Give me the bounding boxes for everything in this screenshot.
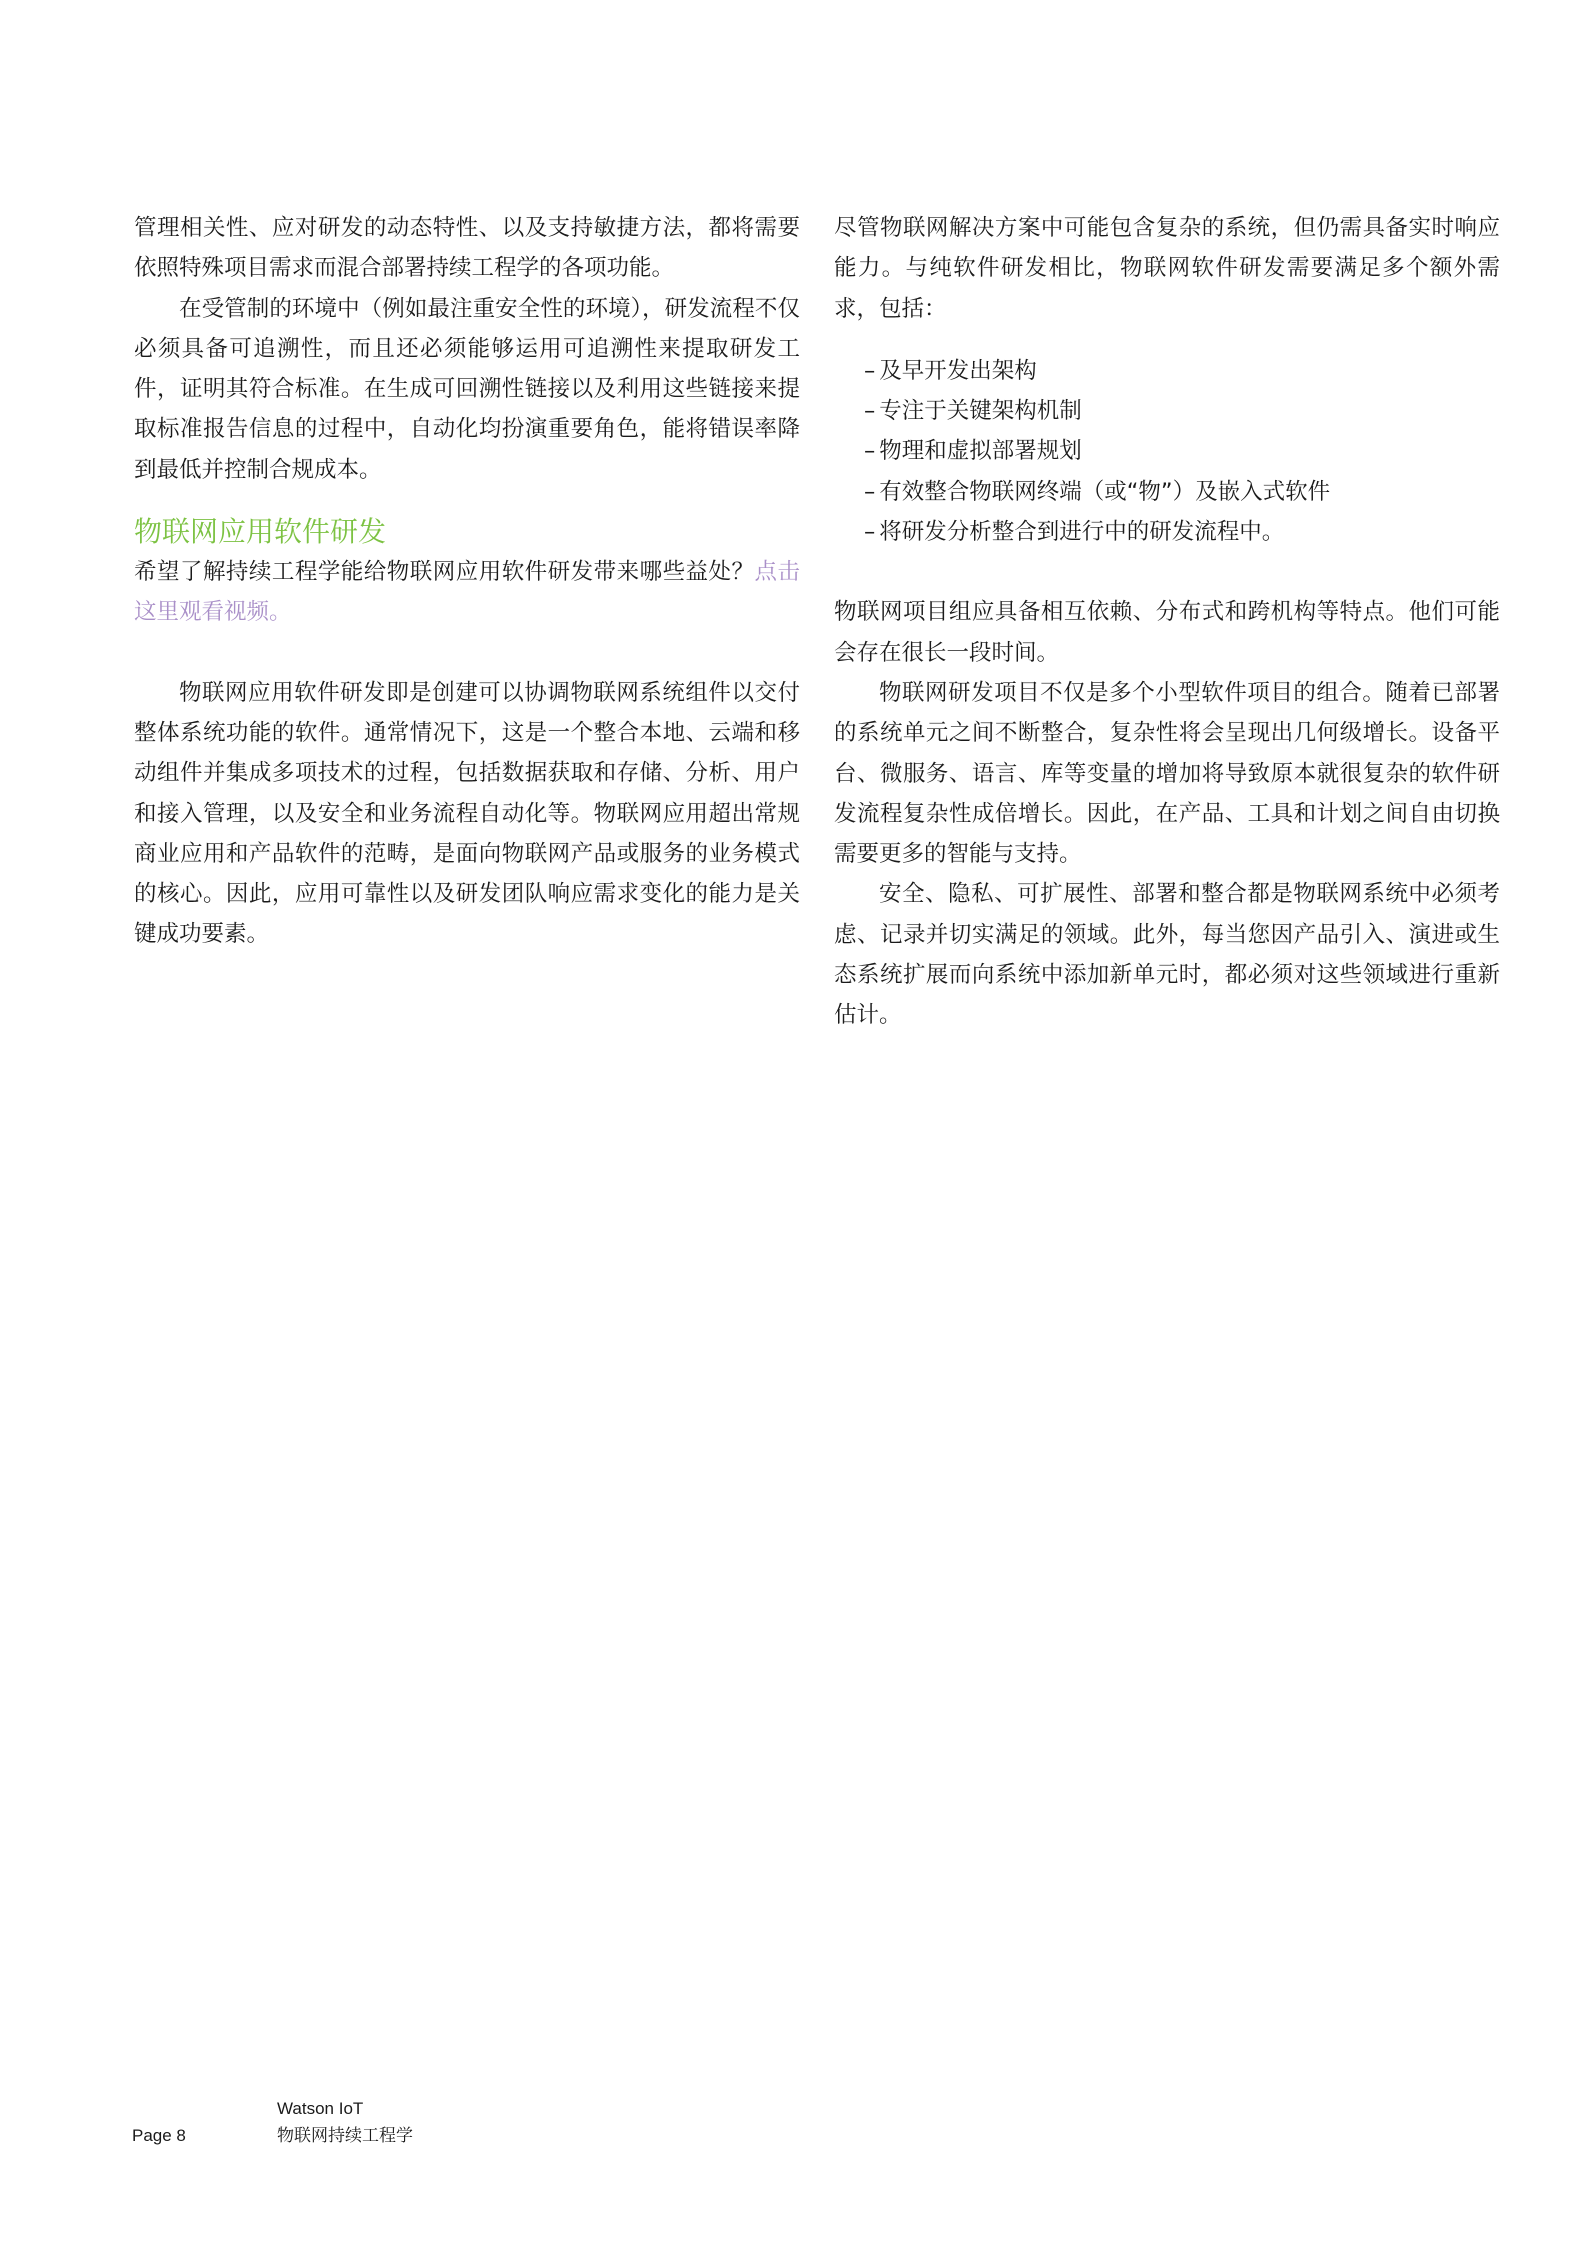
requirements-list (834, 351, 1500, 552)
list-item (864, 391, 1500, 431)
list-item-text: 及早开发出架构 (879, 357, 1037, 384)
paragraph-with-link (134, 552, 800, 633)
list-item-text: 物理和虚拟部署规划 (879, 438, 1082, 465)
list-item (864, 431, 1500, 471)
list-item-text: 有效整合物联网终端（或“物”）及嵌入式软件 (879, 478, 1331, 505)
paragraph: 物联网项目组应具备相互依赖、分布式和跨机构等特点。他们可能会存在很长一段时间。 (834, 599, 1500, 666)
list-item-text: 专注于关键架构机制 (879, 398, 1082, 425)
watch-video-link[interactable]: 点击这里观看视频。 (134, 559, 800, 626)
paragraph: 在受管制的环境中（例如最注重安全性的环境），研发流程不仅必须具备可追溯性，而且还必须能够运用可追溯性来提取研发工件，证明其符合标准。在生成可回溯性链接以及利用这些链接来提取标准报告信息的过程中，自动化均扮演重要角色，能将错误率降到最低并控制合规成本。 (134, 295, 800, 483)
list-item (864, 472, 1500, 512)
dash-bullet: – (864, 357, 876, 384)
paragraph: 物联网研发项目不仅是多个小型软件项目的组合。随着已部署的系统单元之间不断整合，复杂性将会呈现出几何级增长。设备平台、微服务、语言、库等变量的增加将导致原本就很复杂的软件研发流程复杂性成倍增长。因此，在产品、工具和计划之间自由切换需要更多的智能与支持。 (834, 679, 1500, 868)
paragraph: 安全、隐私、可扩展性、部署和整合都是物联网系统中必须考虑、记录并切实满足的领域。此外，每当您因产品引入、演进或生态系统扩展而向系统中添加新单元时，都必须对这些领域进行重新估计。 (834, 881, 1500, 1029)
paragraph: 管理相关性、应对研发的动态特性、以及支持敏捷方法，都将需要依照特殊项目需求而混合部署持续工程学的各项功能。 (134, 215, 800, 282)
footer-subtitle: 物联网持续工程学 (277, 2126, 413, 2145)
dash-bullet: – (864, 478, 876, 505)
right-column (834, 208, 1500, 1036)
dash-bullet: – (864, 398, 876, 425)
list-item-text: 将研发分析整合到进行中的研发流程中。 (879, 519, 1285, 546)
list-item (864, 512, 1500, 552)
spacer (834, 552, 1500, 592)
paragraph: 尽管物联网解决方案中可能包含复杂的系统，但仍需具备实时响应能力。与纯软件研发相比，物联网软件研发需要满足多个额外需求，包括： (834, 215, 1500, 322)
paragraph: 物联网应用软件研发即是创建可以协调物联网系统组件以交付整体系统功能的软件。通常情况下，这是一个整合本地、云端和移动组件并集成多项技术的过程，包括数据获取和存储、分析、用户和接入管理，以及安全和业务流程自动化等。物联网应用超出常规商业应用和产品软件的范畴，是面向物联网产品或服务的业务模式的核心。因此，应用可靠性以及研发团队响应需求变化的能力是关键成功要素。 (134, 679, 800, 948)
footer-brand: Watson IoT (277, 2099, 364, 2118)
list-item (864, 351, 1500, 391)
dash-bullet: – (864, 519, 876, 546)
section-heading: 物联网应用软件研发 (134, 515, 387, 549)
dash-bullet: – (864, 438, 876, 465)
paragraph-text: 希望了解持续工程学能给物联网应用软件研发带来哪些益处？ (134, 559, 755, 586)
page-number: Page 8 (132, 2126, 186, 2145)
spacer (134, 633, 800, 673)
left-column (134, 208, 800, 955)
